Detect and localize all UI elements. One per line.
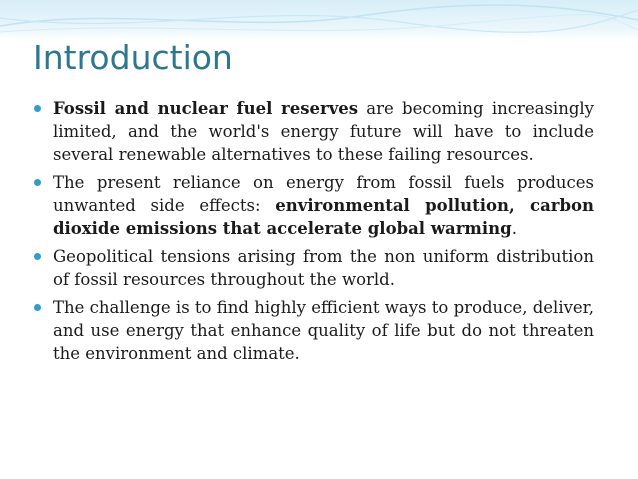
bullet-bold-phrase: environmental pollution, carbon dioxide emissions that accelerate global warming [53, 196, 594, 238]
bullet-text: The present reliance on energy from fossil fuels produces unwanted side effects: [53, 173, 594, 215]
bullet-item [34, 97, 594, 166]
wave-pattern [0, 0, 638, 40]
bullet-bold-lead: Fossil and nuclear fuel reserves [53, 99, 359, 118]
bullet-point-icon [34, 253, 41, 260]
bullet-point-icon [34, 179, 41, 186]
bullet-point-icon [34, 304, 41, 311]
bullet-point-icon [34, 105, 41, 112]
bullet-text: Geopolitical tensions arising from the non uniform distribution of fossil resources throughout the world. [53, 247, 594, 289]
slide-title: Introduction [33, 38, 233, 77]
bullet-list [34, 97, 594, 370]
bullet-tail: . [511, 219, 517, 238]
bullet-item [34, 296, 594, 365]
bullet-text: are becoming increasingly limited, and the world's energy future will have to include several renewable alternatives to these failing resources. [53, 99, 594, 164]
decorative-wave-band [0, 0, 638, 40]
bullet-item [34, 245, 594, 291]
bullet-text: The challenge is to find highly efficient ways to produce, deliver, and use energy that enhance quality of life but do not threaten the environment and climate. [53, 298, 594, 363]
bullet-item [34, 171, 594, 240]
